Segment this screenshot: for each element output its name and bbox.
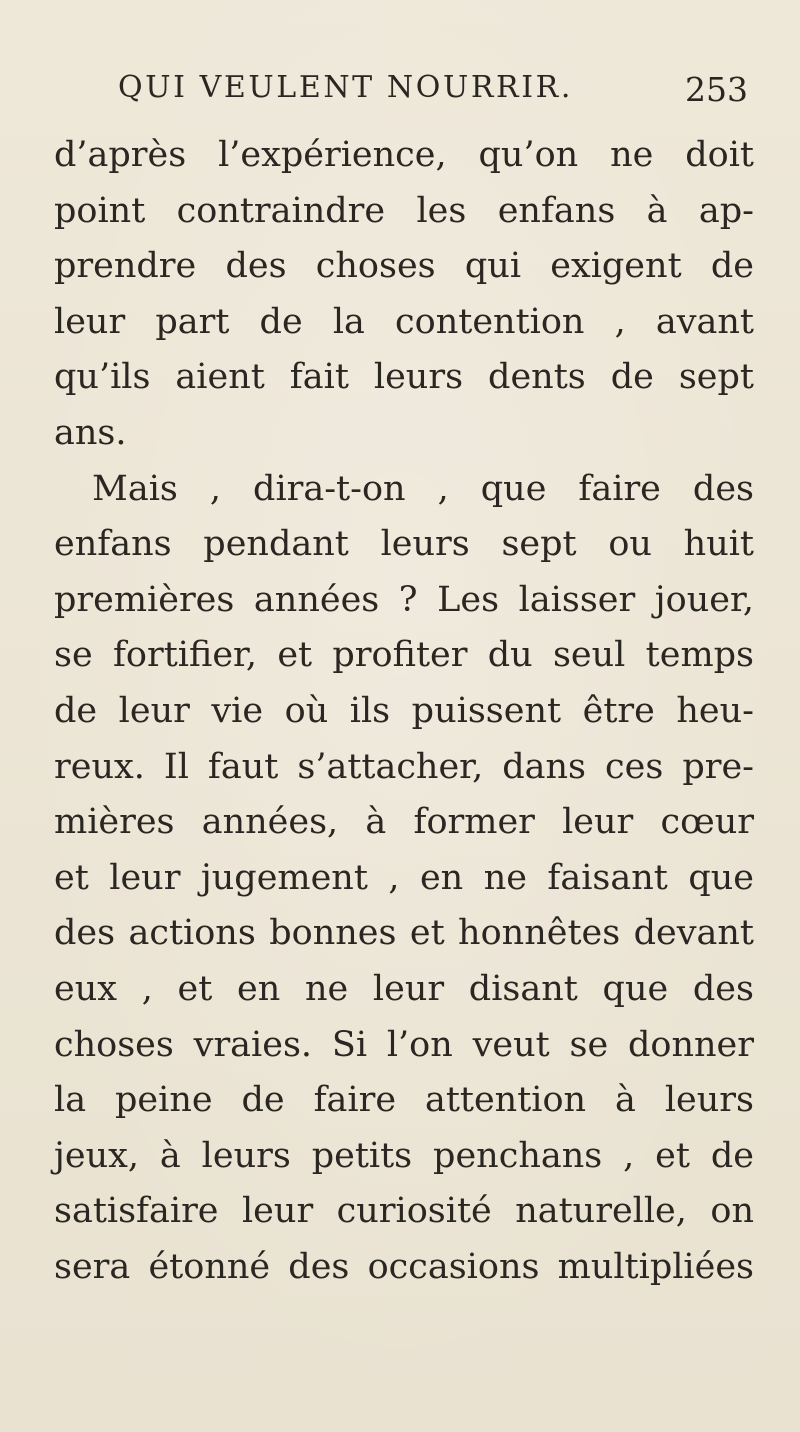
text-line: d’après l’expérience, qu’on ne doit	[54, 135, 754, 175]
text-line: choses vraies. Si l’on veut se donner	[54, 1024, 754, 1065]
body-text	[54, 128, 754, 1295]
text-line: la peine de faire attention à leurs	[54, 1080, 754, 1121]
text-line: ans.	[54, 412, 127, 453]
text-line: point contraindre les enfans à ap-	[54, 190, 754, 231]
page-number: 253	[685, 70, 748, 109]
text-line: mières années, à former leur cœur	[54, 802, 754, 843]
text-line: leur part de la contention , avant	[54, 301, 754, 342]
text-line: sera étonné des occasions multipliées	[54, 1246, 754, 1287]
text-line: prendre des choses qui exigent de	[54, 246, 754, 287]
text-line: premières années ? Les laisser jouer,	[54, 579, 754, 620]
text-line: eux , et en ne leur disant que des	[54, 968, 754, 1009]
text-line: enfans pendant leurs sept ou huit	[54, 524, 754, 565]
running-title: QUI VEULENT NOURRIR.	[118, 70, 574, 105]
running-head	[118, 70, 748, 116]
text-line: des actions bonnes et honnêtes devant	[54, 913, 754, 954]
text-line: jeux, à leurs petits penchans , et de	[54, 1135, 754, 1176]
text-line: de leur vie où ils puissent être heu-	[54, 690, 754, 731]
text-line: reux. Il faut s’attacher, dans ces pre-	[54, 746, 754, 787]
text-line: se fortifier, et profiter du seul temps	[54, 635, 754, 676]
text-line: qu’ils aient fait leurs dents de sept	[54, 357, 754, 398]
paragraph-start-line: Mais , dira-t-on , que faire des	[92, 468, 754, 509]
text-line: satisfaire leur curiosité naturelle, on	[54, 1191, 754, 1232]
text-line: et leur jugement , en ne faisant que	[54, 857, 754, 898]
